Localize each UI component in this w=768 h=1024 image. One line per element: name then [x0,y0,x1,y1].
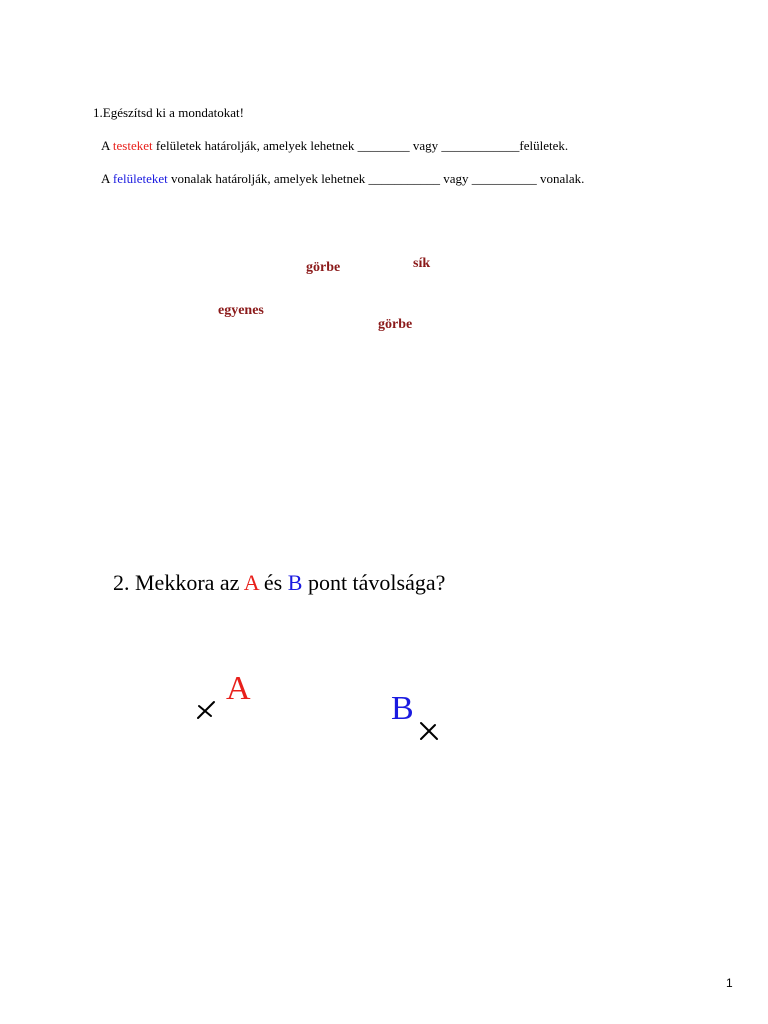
answer-word-gorbe-2[interactable]: görbe [378,317,413,332]
point-b-label: B [391,690,414,727]
task2-question [113,570,445,596]
point-a-cross-icon [195,699,217,721]
task2-middle: és [258,570,288,595]
sentence-1-prefix: A [101,138,113,153]
answer-word-egyenes[interactable]: egyenes [218,303,264,318]
task1-sentence-2 [101,171,584,186]
page-number: 1 [726,976,733,990]
point-a-label: A [226,670,251,707]
task1-sentence-1 [101,138,568,153]
sentence-2-rest: vonalak határolják, amelyek lehetnek ___________ vagy __________ vonalak. [167,171,585,186]
sentence-2-prefix: A [101,171,113,186]
task1-title: 1.Egészítsd ki a mondatokat! [93,105,244,120]
task2-point-a: A [243,570,259,595]
point-b-cross-icon [418,720,440,742]
answer-word-sik[interactable]: sík [413,256,431,271]
task2-prefix: 2. Mekkora az [113,570,244,595]
sentence-1-highlight: testeket [112,138,153,153]
sentence-2-highlight: felületeket [112,171,168,186]
answer-word-gorbe-1[interactable]: görbe [306,260,341,275]
sentence-1-rest: felületek határolják, amelyek lehetnek ________ vagy ____________felületek. [152,138,569,153]
task2-point-b: B [287,570,303,595]
task2-suffix: pont távolsága? [302,570,446,595]
